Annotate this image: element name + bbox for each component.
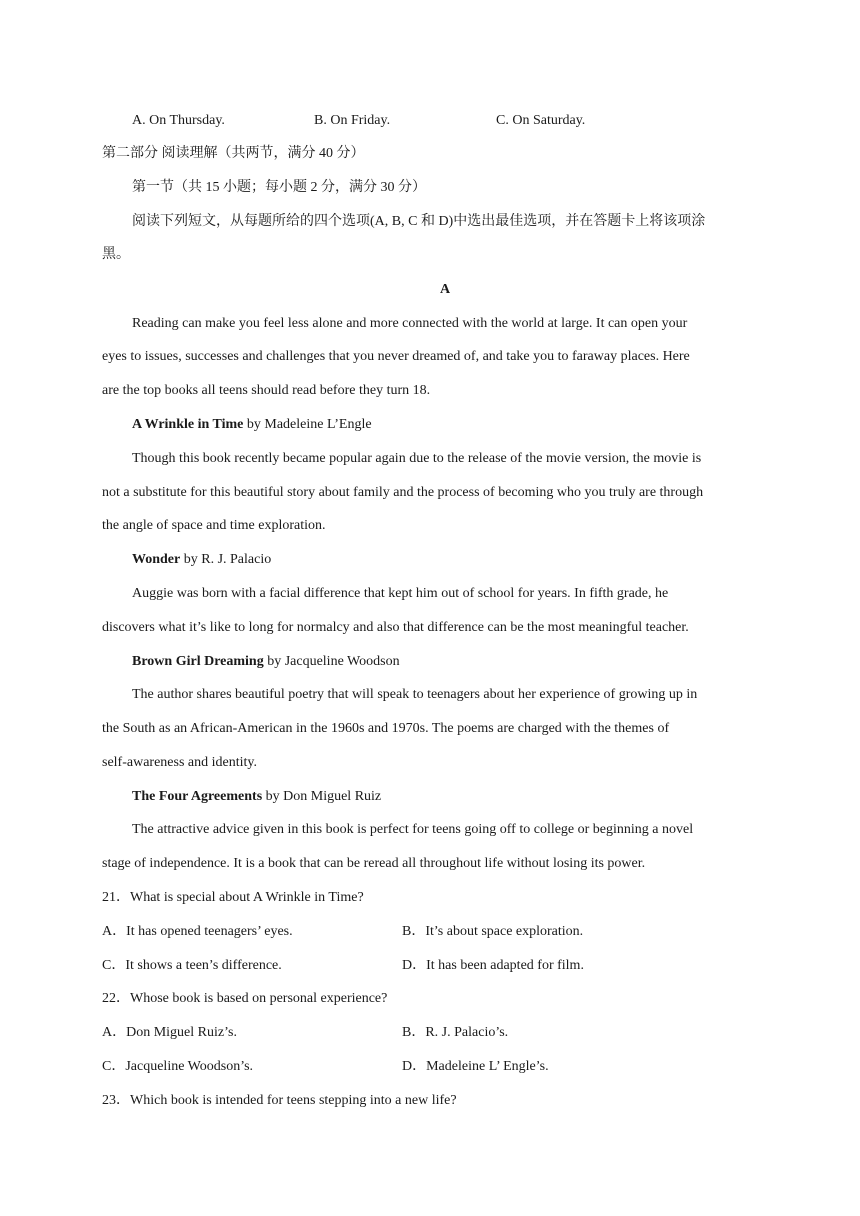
book-author: by Jacqueline Woodson [263, 654, 400, 669]
option-a: A. On Thursday. [132, 113, 225, 128]
intro-line: are the top books all teens should read before they turn 18. [102, 383, 431, 398]
book-desc-line: the angle of space and time exploration. [102, 518, 326, 533]
option-c: C. On Saturday. [496, 113, 586, 128]
question-stem: 23．Which book is intended for teens stepping into a new life? [102, 1093, 457, 1108]
question-stem: 22．Whose book is based on personal experience? [102, 991, 388, 1006]
book-title: The Four Agreements [132, 789, 263, 804]
book-heading [132, 416, 372, 434]
option-c: C．It shows a teen’s difference. [102, 958, 282, 973]
instruction-line-2: 黑。 [102, 247, 130, 262]
passage-title: A [439, 282, 451, 297]
intro-line: eyes to issues, successes and challenges that you never dreamed of, and take you to faraway places. Here [102, 349, 690, 364]
book-desc-line: the South as an African-American in the 1960s and 1970s. The poems are charged with the themes of [102, 721, 670, 736]
option-d: D．Madeleine L’ Engle’s. [402, 1059, 549, 1074]
book-title: A Wrinkle in Time [132, 417, 244, 432]
option-a: A．Don Miguel Ruiz’s. [102, 1025, 237, 1040]
instruction-line-1: 阅读下列短文，从每题所给的四个选项(A, B, C 和 D)中选出最佳选项，并在答题卡上将该项涂 [132, 214, 706, 229]
intro-line: Reading can make you feel less alone and more connected with the world at large. It can open your [132, 316, 688, 331]
book-heading [132, 551, 271, 569]
book-desc-line: The author shares beautiful poetry that will speak to teenagers about her experience of growing up in [132, 687, 698, 702]
book-author: by R. J. Palacio [180, 552, 272, 567]
part-heading: 第二部分 阅读理解（共两节，满分 40 分） [102, 146, 365, 161]
book-title: Wonder [132, 552, 181, 567]
option-a: A．It has opened teenagers’ eyes. [102, 924, 293, 939]
book-author: by Don Miguel Ruiz [262, 789, 382, 804]
book-desc-line: stage of independence. It is a book that can be reread all throughout life without losing its power. [102, 856, 646, 871]
book-author: by Madeleine L’Engle [243, 417, 372, 432]
book-desc-line: not a substitute for this beautiful story about family and the process of becoming who you truly are through [102, 485, 704, 500]
book-desc-line: Though this book recently became popular again due to the release of the movie version, the movie is [132, 451, 702, 466]
book-title: Brown Girl Dreaming [132, 654, 264, 669]
book-desc-line: Auggie was born with a facial difference that kept him out of school for years. In fifth grade, he [132, 586, 669, 601]
book-desc-line: The attractive advice given in this book is perfect for teens going off to college or beginning a novel [132, 822, 694, 837]
option-b: B．R. J. Palacio’s. [402, 1025, 509, 1040]
option-b: B．It’s about space exploration. [402, 924, 584, 939]
book-heading [132, 788, 381, 806]
option-c: C．Jacqueline Woodson’s. [102, 1059, 254, 1074]
book-desc-line: discovers what it’s like to long for normalcy and also that difference can be the most meaningful teacher. [102, 620, 689, 635]
question-stem: 21．What is special about A Wrinkle in Time? [102, 890, 364, 905]
section-heading: 第一节（共 15 小题；每小题 2 分，满分 30 分） [132, 180, 426, 195]
option-b: B. On Friday. [314, 113, 391, 128]
option-d: D．It has been adapted for film. [402, 958, 584, 973]
book-heading [132, 653, 400, 671]
book-desc-line: self-awareness and identity. [102, 755, 257, 770]
